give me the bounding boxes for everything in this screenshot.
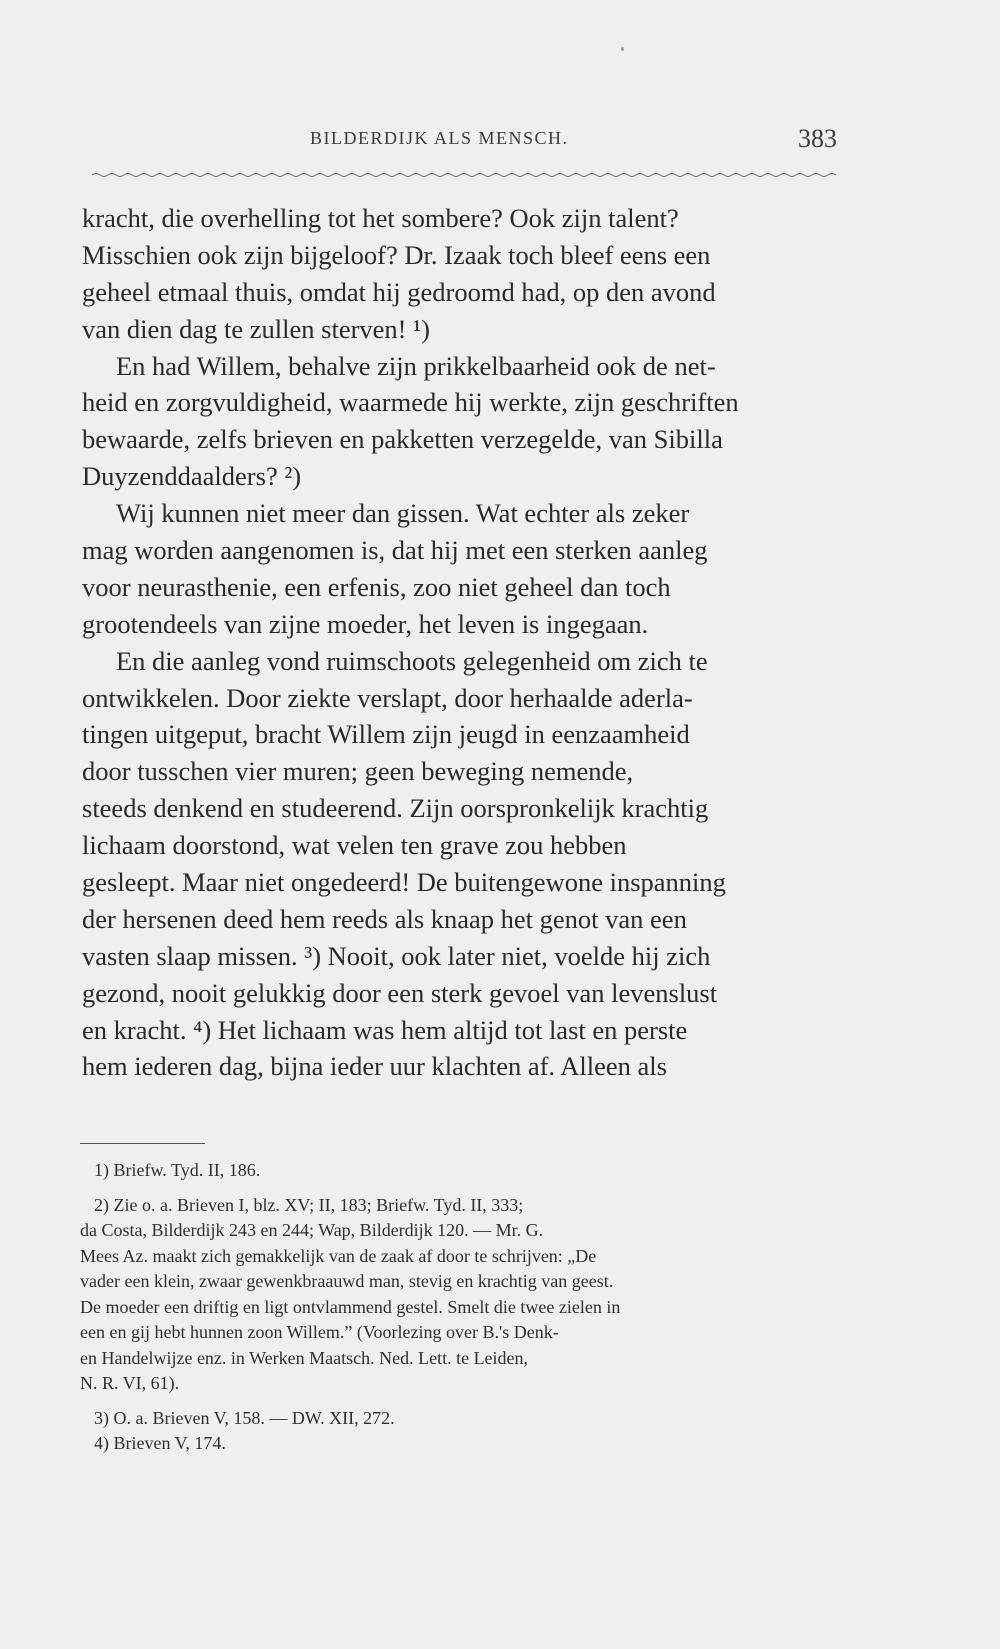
footnote-2-line: en Handelwijze enz. in Werken Maatsch. Ned. Lett. te Leiden, <box>80 1347 529 1368</box>
running-header <box>0 124 1000 168</box>
body-line: Duyzenddaalders? ²) <box>82 461 302 492</box>
body-line: steeds denkend en studeerend. Zijn oorspronkelijk krachtig <box>82 793 709 824</box>
footnote-2-line: da Costa, Bilderdijk 243 en 244; Wap, Bilderdijk 120. — Mr. G. <box>80 1220 544 1240</box>
footnote-2-line: vader een klein, zwaar gewenkbraauwd man, stevig en krachtig van geest. <box>80 1271 614 1291</box>
header-wavy-rule <box>92 172 840 178</box>
footnote-rule <box>80 1143 205 1144</box>
body-line: geheel etmaal thuis, omdat hij gedroomd had, op den avond <box>82 276 716 307</box>
footnote-3: 3) O. a. Brieven V, 158. — DW. XII, 272. <box>94 1407 395 1428</box>
body-line: tingen uitgeput, bracht Willem zijn jeugd in eenzaamheid <box>82 719 690 750</box>
body-line: mag worden aangenomen is, dat hij met een sterken aanleg <box>82 535 708 566</box>
body-line: en kracht. ⁴) Het lichaam was hem altijd tot last en perste <box>82 1014 688 1045</box>
footnote-2-line: Mees Az. maakt zich gemakkelijk van de zaak af door te schrijven: „De <box>80 1245 597 1266</box>
page-number: 383 <box>798 124 837 153</box>
body-line: gesleept. Maar niet ongedeerd! De buitengewone inspanning <box>82 867 726 898</box>
body-line: bewaarde, zelfs brieven en pakketten verzegelde, van Sibilla <box>82 424 723 455</box>
body-line: ontwikkelen. Door ziekte verslapt, door herhaalde aderla- <box>82 682 693 713</box>
body-line: vasten slaap missen. ³) Nooit, ook later niet, voelde hij zich <box>82 940 711 971</box>
body-line: gezond, nooit gelukkig door een sterk gevoel van levenslust <box>82 977 718 1008</box>
paper-speck <box>621 47 624 51</box>
footnotes <box>80 1158 840 1457</box>
body-line: Wij kunnen niet meer dan gissen. Wat echter als zeker <box>116 498 690 529</box>
body-line: En die aanleg vond ruimschoots gelegenheid om zich te <box>116 645 708 676</box>
body-line: hem iederen dag, bijna ieder uur klachten af. Alleen als <box>82 1051 667 1082</box>
body-text <box>82 200 842 1085</box>
footnote-2: 2) Zie o. a. Brieven I, blz. XV; II, 183; Briefw. Tyd. II, 333; <box>94 1194 524 1215</box>
footnote-4: 4) Brieven V, 174. <box>94 1433 226 1453</box>
body-line: voor neurasthenie, een erfenis, zoo niet geheel dan toch <box>82 571 671 602</box>
body-line: grootendeels van zijne moeder, het leven is ingegaan. <box>82 608 649 639</box>
body-line: En had Willem, behalve zijn prikkelbaarheid ook de net- <box>116 350 716 381</box>
body-line: der hersenen deed hem reeds als knaap het genot van een <box>82 903 687 934</box>
body-line: van dien dag te zullen sterven! ¹) <box>82 313 430 344</box>
footnote-1: 1) Briefw. Tyd. II, 186. <box>94 1160 261 1180</box>
body-line: Misschien ook zijn bijgeloof? Dr. Izaak toch bleef eens een <box>82 239 711 270</box>
footnote-2-line: De moeder een driftig en ligt ontvlammend gestel. Smelt die twee zielen in <box>80 1296 621 1317</box>
footnote-2-line: een en gij hebt hunnen zoon Willem.” (Voorlezing over B.'s Denk- <box>80 1322 559 1342</box>
running-title: BILDERDIJK ALS MENSCH. <box>310 128 569 148</box>
body-line: door tusschen vier muren; geen beweging nemende, <box>82 756 634 787</box>
body-line: heid en zorgvuldigheid, waarmede hij werkte, zijn geschriften <box>82 387 739 418</box>
body-line: kracht, die overhelling tot het sombere? Ook zijn talent? <box>82 203 679 233</box>
footnote-2-line: N. R. VI, 61). <box>80 1373 180 1393</box>
body-line: lichaam doorstond, wat velen ten grave zou hebben <box>82 830 627 861</box>
